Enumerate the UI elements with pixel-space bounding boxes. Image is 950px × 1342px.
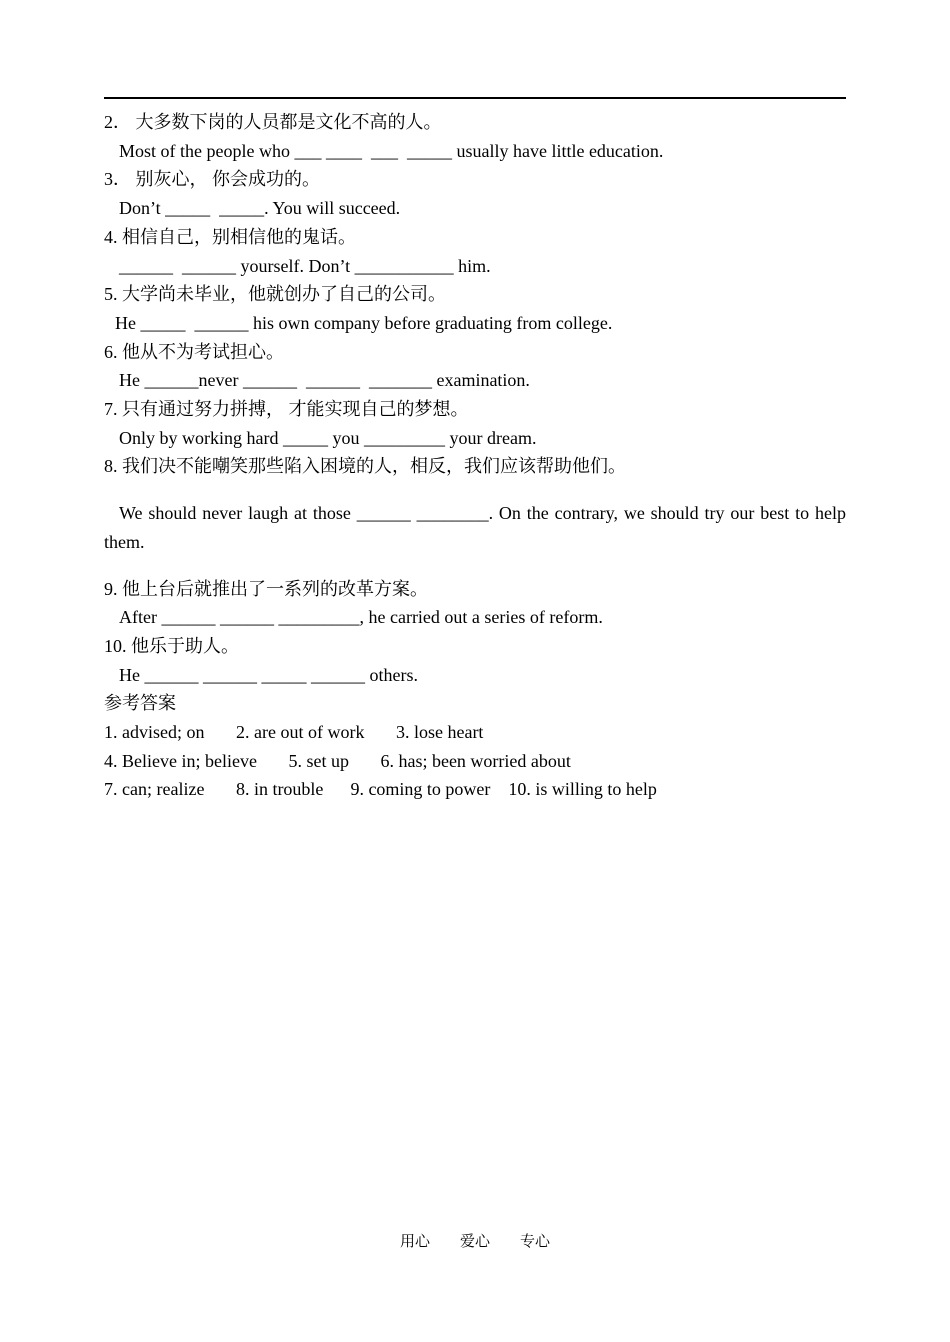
- question-2-en: Most of the people who ___ ____ ___ _____ usually have little education.: [119, 140, 664, 161]
- footer-item-2: 爱心: [459, 1234, 490, 1250]
- question-10-en: He ______ ______ _____ ______ others.: [119, 664, 418, 685]
- question-4-en: ______ ______ yourself. Don’t ___________ him.: [119, 255, 491, 276]
- answer-1: 1. advised; on: [104, 722, 205, 743]
- question-7-zh: 7. 只有通过努力拼搏， 才能实现自己的梦想。: [104, 399, 469, 420]
- answer-4: 4. Believe in; believe: [104, 750, 257, 771]
- page-footer: [0, 1230, 950, 1251]
- question-9-zh: 9. 他上台后就推出了一系列的改革方案。: [104, 578, 428, 599]
- question-9-en: After ______ ______ _________, he carried out a series of reform.: [119, 607, 603, 628]
- header-rule: [104, 97, 846, 99]
- question-5-en: He _____ ______ his own company before graduating from college.: [115, 312, 613, 333]
- question-6-zh: 6. 他从不为考试担心。: [104, 341, 284, 362]
- answer-5: 5. set up: [288, 750, 349, 771]
- question-8-en: We should never laugh at those ______ ________. On the contrary, we should try our best to help them.: [104, 503, 846, 552]
- exercise-content: [104, 108, 846, 804]
- question-3-en: Don’t _____ _____. You will succeed.: [119, 198, 401, 219]
- answers-row-1: [104, 718, 846, 747]
- footer-item-1: 用心: [399, 1234, 430, 1250]
- answer-9: 9. coming to power: [350, 779, 491, 800]
- answers-heading: 参考答案: [104, 693, 176, 714]
- footer-item-3: 专心: [520, 1234, 551, 1250]
- question-5-zh: 5. 大学尚未毕业，他就创办了自己的公司。: [104, 284, 446, 305]
- answer-2: 2. are out of work: [236, 722, 365, 743]
- question-8-zh: 8. 我们决不能嘲笑那些陷入困境的人，相反，我们应该帮助他们。: [104, 456, 626, 477]
- question-4-zh: 4. 相信自己，别相信他的鬼话。: [104, 226, 356, 247]
- answer-7: 7. can; realize: [104, 779, 205, 800]
- question-6-en: He ______never ______ ______ _______ examination.: [119, 370, 530, 391]
- question-7-en: Only by working hard _____ you _________ your dream.: [119, 427, 537, 448]
- question-3-zh: 3． 别灰心， 你会成功的。: [104, 169, 320, 190]
- answers-row-3: [104, 775, 846, 804]
- answers-row-2: [104, 747, 846, 776]
- answer-3: 3. lose heart: [395, 722, 484, 743]
- answer-10: 10. is willing to help: [508, 779, 657, 800]
- answer-6: 6. has; been worried about: [380, 750, 571, 771]
- question-10-zh: 10. 他乐于助人。: [104, 635, 239, 656]
- answer-8: 8. in trouble: [235, 779, 324, 800]
- question-2-zh: 2． 大多数下岗的人员都是文化不高的人。: [104, 112, 442, 132]
